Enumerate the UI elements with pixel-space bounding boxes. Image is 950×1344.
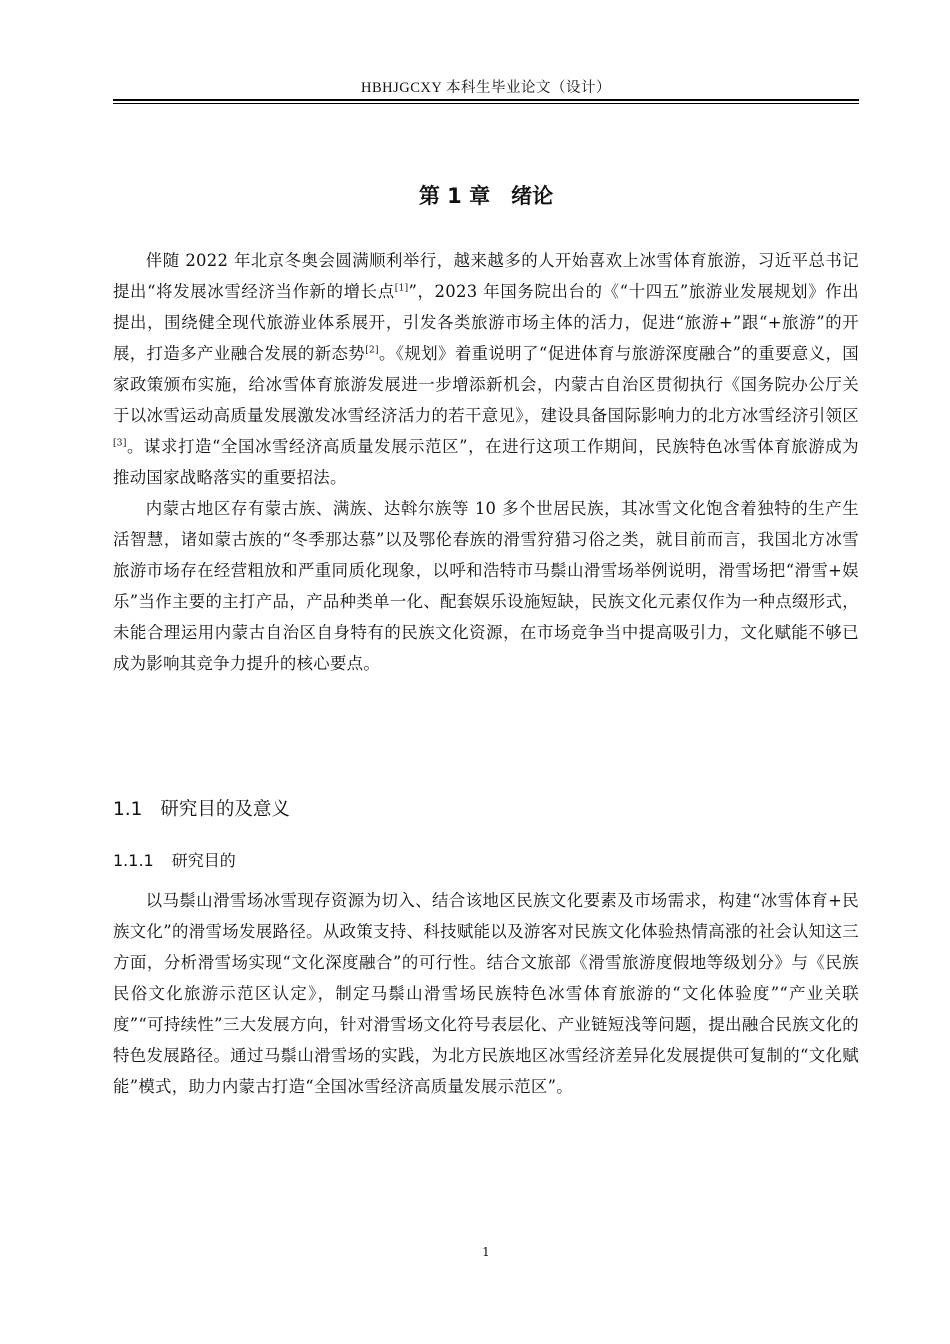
page-number: 1 — [482, 1245, 490, 1259]
text-run: 。谋求打造“全国冰雪经济高质量发展示范区”，在进行这项工作期间，民族特色冰雪体育旅游成为推动国家战略落实的重要招法。 — [113, 437, 859, 487]
intro-paragraph-1 — [113, 245, 859, 493]
research-purpose-paragraph: 以马鬃山滑雪场冰雪现存资源为切入、结合该地区民族文化要素及市场需求，构建“冰雪体育+民族文化”的滑雪场发展路径。从政策支持、科技赋能以及游客对民族文化体验热情高涨的社会认知这三方面，分析滑雪场实现“文化深度融合”的可行性。结合文旅部《滑雪旅游度假地等级划分》与《民族民俗文化旅游示范区认定》，制定马鬃山滑雪场民族特色冰雪体育旅游的“文化体验度”“产业关联度”“可持续性”三大发展方向，针对滑雪场文化符号表层化、产业链短浅等问题，提出融合民族文化的特色发展路径。通过马鬃山滑雪场的实践，为北方民族地区冰雪经济差异化发展提供可复制的“文化赋能”模式，助力内蒙古打造“全国冰雪经济高质量发展示范区”。 — [113, 891, 859, 1096]
chapter-title: 第 1 章 绪论 — [418, 184, 554, 208]
page-header: HBHJGCXY 本科生毕业论文（设计） — [361, 80, 611, 96]
section-number: 1.1.1 — [113, 851, 154, 870]
text-run: 。《规划》着重说明了“促进体育与旅游深度融合”的重要意义，国家政策颁布实施，给冰雪体育旅游发展进一步增添新机会，内蒙古自治区贯彻执行《国务院办公厅关于以冰雪运动高质量发展激发冰雪经济活力的若干意见》，建设具备国际影响力的北方冰雪经济引领区 — [113, 344, 859, 425]
research-purpose-body — [113, 885, 859, 1102]
header-rule-thin — [113, 103, 859, 104]
intro-body — [113, 245, 859, 679]
citation-ref-3: [3] — [113, 438, 127, 449]
section-title: 研究目的 — [171, 851, 236, 870]
section-heading-1-1-1 — [113, 848, 236, 871]
section-title: 研究目的及意义 — [160, 799, 290, 820]
citation-ref-2: [2] — [365, 345, 379, 356]
header-rule — [113, 99, 859, 101]
citation-ref-1: [1] — [394, 283, 409, 294]
text-run: ”，2023 年国务院出台的《“十四五”旅游业发展规划》作出提出，围绕健全现代旅游业体系展开，引发各类旅游市场主体的活力，促进“旅游+”跟“+旅游”的开展，打造多产业融合发展的新态势 — [113, 282, 859, 363]
section-heading-1-1 — [113, 795, 290, 821]
intro-paragraph-2: 内蒙古地区存有蒙古族、满族、达斡尔族等 10 多个世居民族，其冰雪文化饱含着独特的生产生活智慧，诸如蒙古族的“冬季那达慕”以及鄂伦春族的滑雪狩猎习俗之类，就目前而言，我国北方冰雪旅游市场存在经营粗放和严重同质化现象，以呼和浩特市马鬃山滑雪场举例说明，滑雪场把“滑雪+娱乐”当作主要的主打产品，产品种类单一化、配套娱乐设施短缺，民族文化元素仅作为一种点缀形式，未能合理运用内蒙古自治区自身特有的民族文化资源，在市场竞争当中提高吸引力，文化赋能不够已成为影响其竞争力提升的核心要点。 — [113, 499, 859, 673]
section-number: 1.1 — [113, 799, 143, 820]
text-run: 伴随 2022 年北京冬奥会圆满顺利举行，越来越多的人开始喜欢上冰雪体育旅游，习近平总书记提出“将发展冰雪经济当作新的增长点 — [113, 251, 859, 301]
